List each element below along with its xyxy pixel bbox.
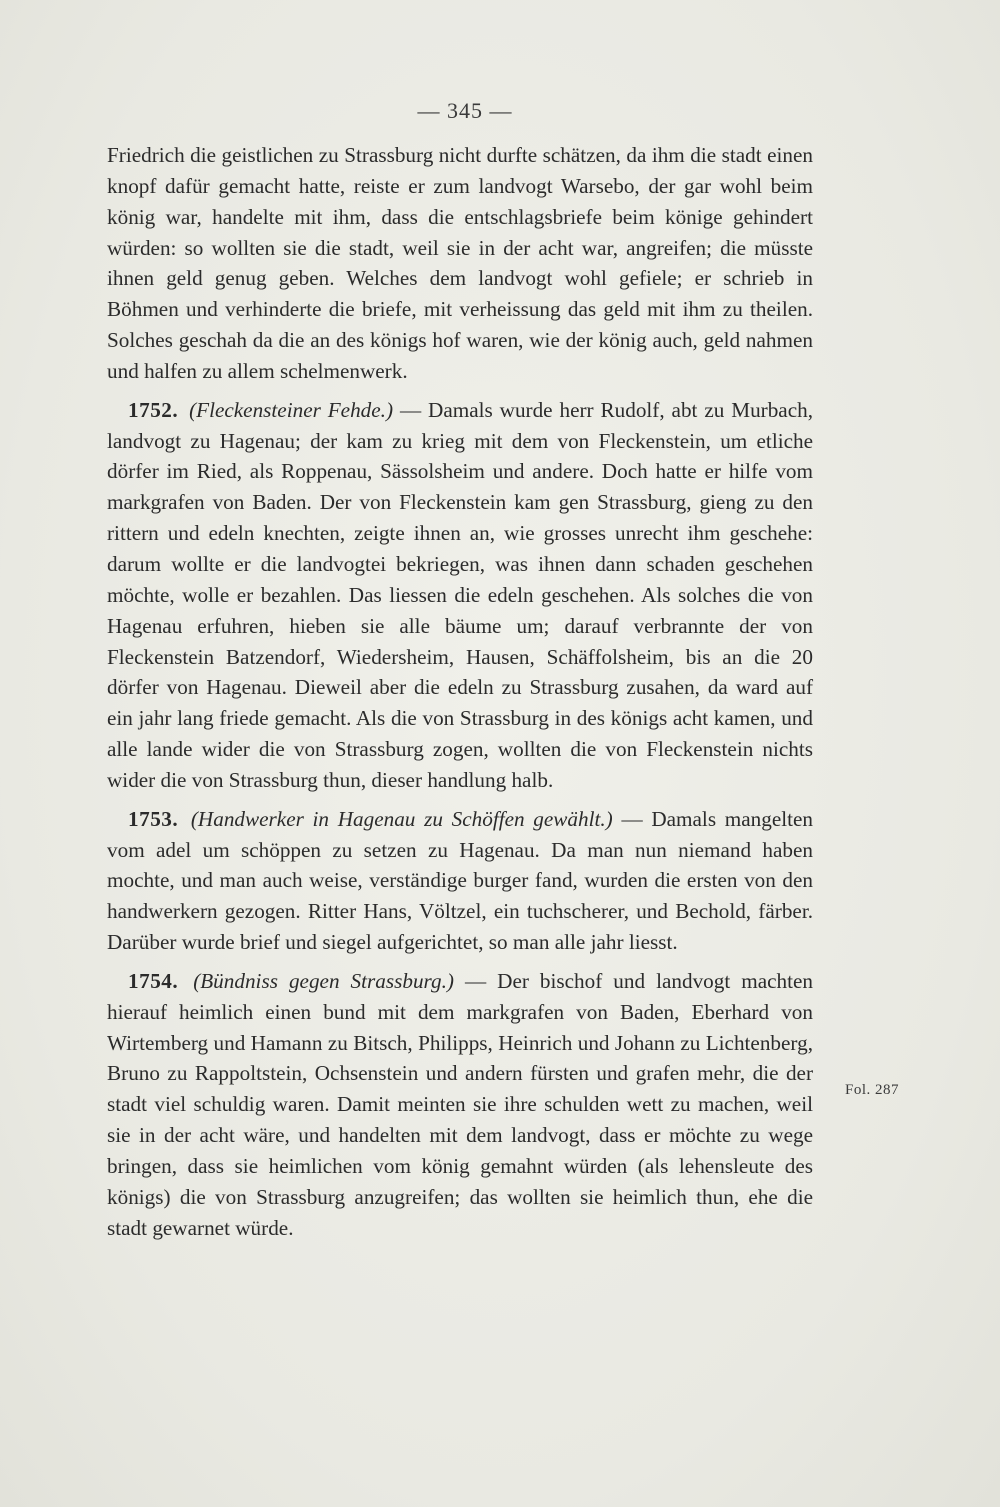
entry-number: 1753. bbox=[128, 806, 179, 831]
paragraph-text: Friedrich die geistlichen zu Strassburg nicht durfte schätzen, da ihm die stadt einen knopf dafür gemacht hatte, reiste er zum landvogt Warsebo, der gar wohl beim könig war, handelte mit ihm, dass die entschlagsbriefe beim könige gehindert würden: so wollten sie die stadt, weil sie in der acht war, angreifen; die müsste ihnen geld genug geben. Welches dem landvogt wohl gefiele; er schrieb in Böhmen und verhinderte die briefe, mit verheissung das geld mit ihm zu theilen. Solches geschah da die an des königs hof waren, wie der könig auch, geld nahmen und halfen zu allem schelmenwerk. bbox=[107, 143, 813, 383]
entry-text: — Damals mangelten vom adel um schöppen zu setzen zu Hagenau. Da man nun niemand haben mochte, und man auch weise, verständige burger fand, wurden die ersten von den handwerkern gezogen. Ritter Hans, Völtzel, ein tuchscherer, und Bechold, färber. Darüber wurde brief und siegel aufgerichtet, so man alle jahr liesst. bbox=[107, 806, 814, 955]
folio-margin-note: Fol. 287 bbox=[845, 1082, 900, 1098]
entry-1754 bbox=[107, 966, 813, 1244]
entry-title: (Fleckensteiner Fehde.) bbox=[189, 397, 394, 422]
main-text bbox=[107, 140, 813, 1244]
entry-number: 1752. bbox=[128, 397, 179, 422]
entry-number: 1754. bbox=[128, 968, 179, 993]
page-number: — 345 — bbox=[417, 98, 513, 123]
entry-1752 bbox=[107, 395, 813, 796]
entry-1753 bbox=[107, 804, 813, 958]
entry-title: (Bündniss gegen Strassburg.) bbox=[193, 968, 454, 993]
paragraph-continuation bbox=[107, 140, 813, 387]
entry-title: (Handwerker in Hagenau zu Schöffen gewählt.) bbox=[190, 806, 613, 831]
entry-text: — Damals wurde herr Rudolf, abt zu Murbach, landvogt zu Hagenau; der kam zu krieg mit dem von Fleckenstein, um etliche dörfer im Ried, als Roppenau, Sässolsheim und andere. Doch hatte er hilfe vom markgrafen von Baden. Der von Fleckenstein kam gen Strassburg, gieng zu den rittern und edeln knechten, zeigte ihnen an, wie grosses unrecht ihm geschehe: darum wollte er die landvogtei bekriegen, was ihnen dann schaden geschehen möchte, wolle er bezahlen. Das liessen die edeln geschehen. Als solches die von Hagenau erfuhren, hieben sie alle bäume um; darauf verbrannte der von Fleckenstein Batzendorf, Wiedersheim, Hausen, Schäffolsheim, bis an die 20 dörfer von Hagenau. Dieweil aber die edeln zu Strassburg zusahen, da ward auf ein jahr lang friede gemacht. Als die von Strassburg in des königs acht kamen, und alle lande wider die von Strassburg zogen, wollten die von Fleckenstein nichts wider die von Strassburg thun, dieser handlung halb. bbox=[107, 397, 814, 792]
entry-text: — Der bischof und landvogt machten hierauf heimlich einen bund mit dem markgrafen von Baden, Eberhard von Wirtemberg und Hamann zu Bitsch, Philipps, Heinrich und Johann zu Lichtenberg, Bruno zu Rappoltstein, Ochsenstein und andern fürsten und grafen mehr, die der stadt viel schuldig waren. Damit meinten sie ihre schulden wett zu machen, weil sie in der acht wäre, und handelten mit dem landvogt, dass er möchte zu wege bringen, dass sie heimlichen vom könig gemahnt würden (als lehensleute des königs) die von Strassburg anzugreifen; das wollten sie heimlich thun, ehe die stadt gewarnet würde. bbox=[107, 968, 814, 1240]
